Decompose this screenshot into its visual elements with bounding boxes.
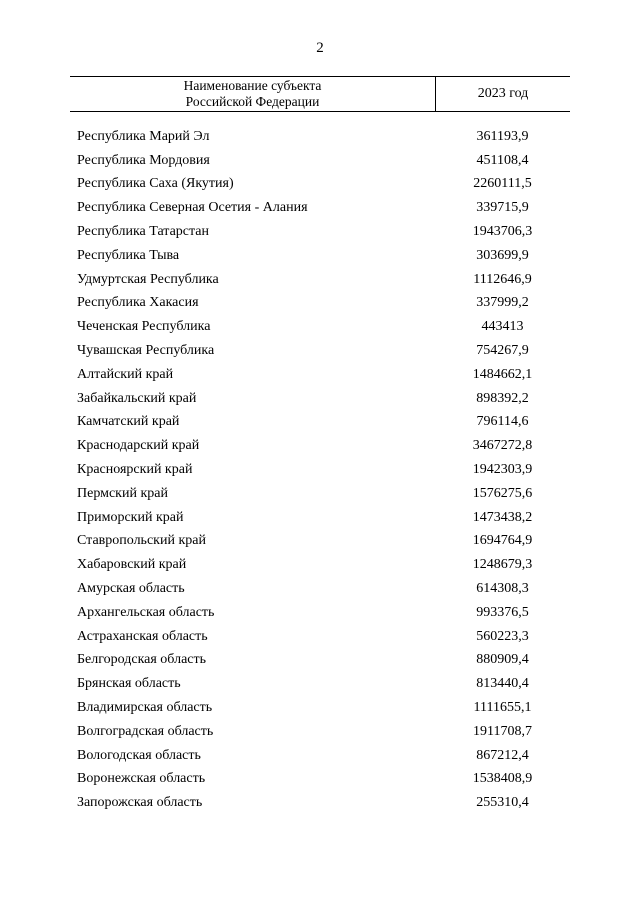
- value-2023-cell: 255310,4: [476, 795, 529, 811]
- value-2023-cell: 361193,9: [476, 128, 529, 144]
- table-row: [70, 315, 570, 339]
- table-row: [70, 577, 570, 601]
- table-row: [70, 744, 570, 768]
- table-row: [70, 601, 570, 625]
- table-row: [70, 196, 570, 220]
- header-subject-name-line1: Наименование субъекта: [183, 78, 322, 93]
- subject-name-cell: Республика Татарстан: [77, 224, 210, 240]
- header-year: 2023 год: [477, 86, 529, 101]
- subject-name-cell: Чувашская Республика: [77, 343, 215, 359]
- subject-name-cell: Красноярский край: [77, 462, 193, 478]
- table-row: [70, 125, 570, 149]
- subject-name-cell: Амурская область: [77, 581, 185, 597]
- value-2023-cell: 451108,4: [476, 152, 529, 168]
- table-row: [70, 363, 570, 387]
- subject-name-cell: Астраханская область: [77, 628, 208, 644]
- table-row: [70, 482, 570, 506]
- table-row: [70, 696, 570, 720]
- subject-name-cell: Архангельская область: [77, 604, 215, 620]
- table-row: [70, 292, 570, 316]
- table-row: [70, 149, 570, 173]
- subject-name-cell: Вологодская область: [77, 747, 201, 763]
- value-2023-cell: 443413: [481, 319, 524, 335]
- value-2023-cell: 1942303,9: [472, 462, 533, 478]
- table-row: [70, 530, 570, 554]
- subject-name-cell: Хабаровский край: [77, 557, 187, 573]
- table-row: [70, 553, 570, 577]
- table-row: [70, 434, 570, 458]
- table-row: [70, 768, 570, 792]
- table-row: [70, 720, 570, 744]
- subject-name-cell: Волгоградская область: [77, 723, 214, 739]
- subject-name-cell: Пермский край: [77, 485, 168, 501]
- value-2023-cell: 1576275,6: [472, 485, 533, 501]
- value-2023-cell: 1484662,1: [472, 366, 533, 382]
- subject-name-cell: Алтайский край: [77, 366, 174, 382]
- value-2023-cell: 880909,4: [476, 652, 529, 668]
- value-2023-cell: 898392,2: [476, 390, 529, 406]
- table-row: [70, 625, 570, 649]
- subject-name-cell: Республика Саха (Якутия): [77, 176, 234, 192]
- table-row: [70, 387, 570, 411]
- subject-name-cell: Республика Мордовия: [77, 152, 210, 168]
- value-2023-cell: 2260111,5: [473, 176, 532, 192]
- value-2023-cell: 1112646,9: [473, 271, 532, 287]
- value-2023-cell: 1111655,1: [473, 700, 532, 716]
- value-2023-cell: 1943706,3: [472, 224, 533, 240]
- value-2023-cell: 337999,2: [476, 295, 529, 311]
- header-subject-name: [70, 77, 435, 111]
- table-row: [70, 411, 570, 435]
- value-2023-cell: 813440,4: [476, 676, 529, 692]
- value-2023-cell: 303699,9: [476, 247, 529, 263]
- value-2023-cell: 796114,6: [476, 414, 529, 430]
- value-2023-cell: 339715,9: [476, 200, 529, 216]
- value-2023-cell: 1694764,9: [472, 533, 533, 549]
- subject-name-cell: Республика Хакасия: [77, 295, 199, 311]
- subject-name-cell: Забайкальский край: [77, 390, 197, 406]
- subject-name-cell: Запорожская область: [77, 795, 203, 811]
- value-2023-cell: 1248679,3: [472, 557, 533, 573]
- subject-name-cell: Республика Северная Осетия - Алания: [77, 200, 308, 216]
- subject-name-cell: Республика Марий Эл: [77, 128, 210, 144]
- subject-name-cell: Республика Тыва: [77, 247, 180, 263]
- value-2023-cell: 1473438,2: [472, 509, 533, 525]
- table-row: [70, 458, 570, 482]
- value-2023-cell: 1911708,7: [473, 723, 532, 739]
- table-header: [70, 76, 570, 112]
- subject-name-cell: Воронежская область: [77, 771, 206, 787]
- value-2023-cell: 614308,3: [476, 581, 529, 597]
- value-2023-cell: 993376,5: [476, 604, 529, 620]
- table-row: [70, 268, 570, 292]
- subject-name-cell: Брянская область: [77, 676, 181, 692]
- table-row: [70, 791, 570, 815]
- table-row: [70, 506, 570, 530]
- table-row: [70, 339, 570, 363]
- header-subject-name-line2: Российской Федерации: [185, 94, 320, 109]
- value-2023-cell: 867212,4: [476, 747, 529, 763]
- table-row: [70, 649, 570, 673]
- table-row: [70, 672, 570, 696]
- value-2023-cell: 560223,3: [476, 628, 529, 644]
- table-row: [70, 173, 570, 197]
- subject-name-cell: Удмуртская Республика: [77, 271, 219, 287]
- value-2023-cell: 754267,9: [476, 343, 529, 359]
- subject-name-cell: Белгородская область: [77, 652, 207, 668]
- subject-name-cell: Чеченская Республика: [77, 319, 211, 335]
- table-row: [70, 244, 570, 268]
- subject-name-cell: Краснодарский край: [77, 438, 200, 454]
- value-2023-cell: 3467272,8: [472, 438, 533, 454]
- subject-name-cell: Владимирская область: [77, 700, 213, 716]
- subject-name-cell: Ставропольский край: [77, 533, 206, 549]
- subject-name-cell: Приморский край: [77, 509, 184, 525]
- subject-name-cell: Камчатский край: [77, 414, 180, 430]
- table-body: [70, 125, 570, 815]
- page-number: 2: [316, 40, 324, 56]
- table-row: [70, 220, 570, 244]
- value-2023-cell: 1538408,9: [472, 771, 533, 787]
